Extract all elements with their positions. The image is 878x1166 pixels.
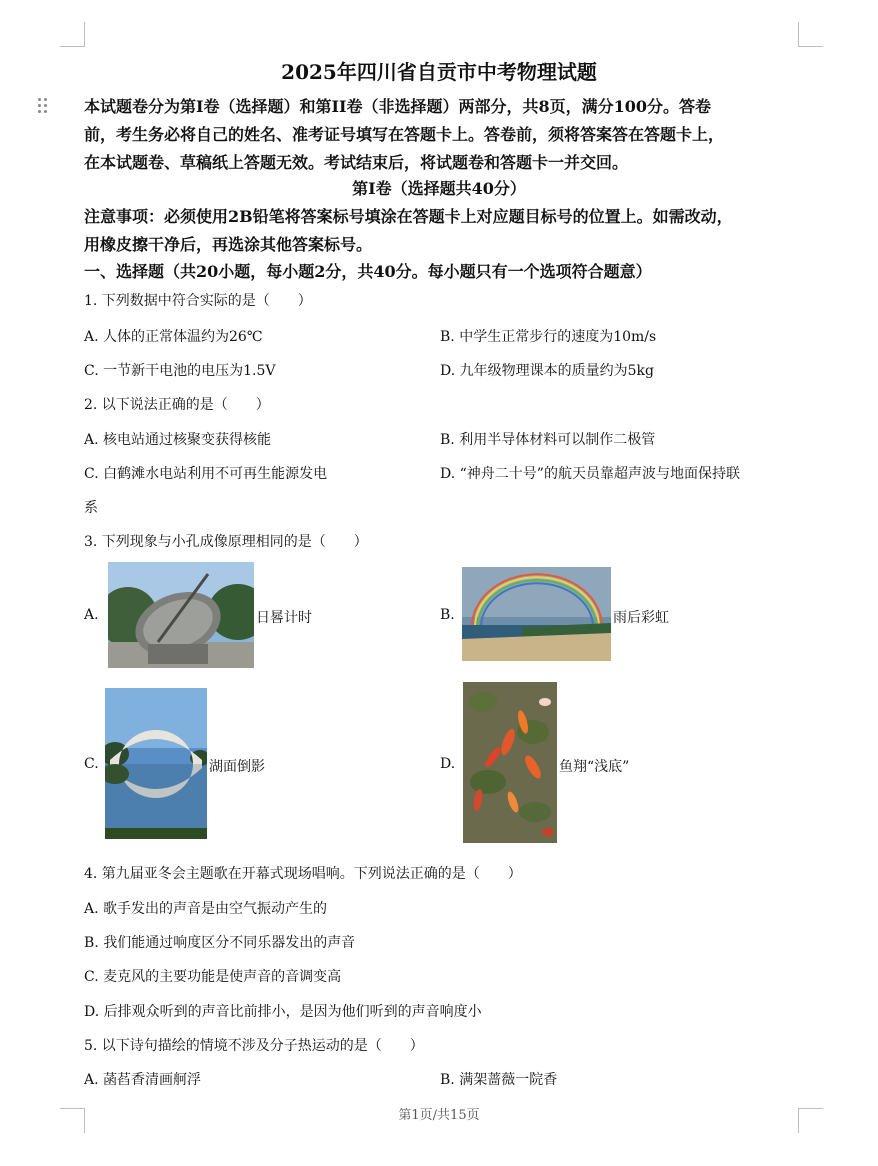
section-heading: 一、选择题（共20小题，每小题2分，共40分。每小题只有一个选项符合题意） (84, 262, 652, 281)
question-stem: 3. 下列现象与小孔成像原理相同的是（ ） (84, 534, 368, 550)
question-stem: 2. 以下说法正确的是（ ） (84, 397, 270, 413)
option-d: D. 后排观众听到的声音比前排小，是因为他们听到的声音响度小 (84, 1004, 482, 1020)
option-a-text: 日晷计时 (256, 610, 312, 626)
option-c-label: C. (84, 756, 99, 772)
question-stem: 4. 第九届亚冬会主题歌在开幕式现场唱响。下列说法正确的是（ ） (84, 866, 522, 882)
part-heading: 第I卷（选择题共40分） (352, 179, 526, 198)
option-d-label: D. (440, 756, 456, 772)
option-a: A. 人体的正常体温约为26℃ (84, 329, 263, 345)
question-stem: 1. 下列数据中符合实际的是（ ） (84, 293, 312, 309)
option-d-continued: 系 (84, 500, 98, 516)
notice-line: 用橡皮擦干净后，再选涂其他答案标号。 (84, 235, 373, 254)
option-b-label: B. (440, 607, 455, 623)
option-b: B. 中学生正常步行的速度为10m/s (440, 329, 657, 345)
bridge-reflection-image (105, 688, 207, 839)
option-b: B. 利用半导体材料可以制作二极管 (440, 432, 656, 448)
sundial-image (108, 562, 254, 668)
option-a: A. 歌手发出的声音是由空气振动产生的 (84, 901, 328, 917)
option-c: C. 麦克风的主要功能是使声音的音调变高 (84, 969, 342, 985)
rainbow-image (462, 567, 611, 661)
option-d: D. 九年级物理课本的质量约为5kg (440, 363, 654, 379)
option-c: C. 一节新干电池的电压为1.5V (84, 363, 276, 379)
intro-line: 在本试题卷、草稿纸上答题无效。考试结束后，将试题卷和答题卡一并交回。 (84, 153, 629, 172)
option-a: A. 核电站通过核聚变获得核能 (84, 432, 272, 448)
page-corner-mark (798, 22, 823, 47)
option-b: B. 我们能通过响度区分不同乐器发出的声音 (84, 935, 356, 951)
option-a: A. 菡萏香清画舸浮 (84, 1072, 202, 1088)
question-stem: 5. 以下诗句描绘的情境不涉及分子热运动的是（ ） (84, 1038, 424, 1054)
fish-pond-image (463, 682, 557, 843)
option-d-text: 鱼翔“浅底” (559, 759, 630, 775)
option-c-text: 湖面倒影 (209, 759, 265, 775)
page-footer: 第1页/共15页 (398, 1108, 480, 1123)
drag-handle-icon[interactable] (38, 98, 50, 114)
intro-line: 本试题卷分为第I卷（选择题）和第II卷（非选择题）两部分，共8页，满分100分。答卷 (84, 97, 711, 116)
page-title: 2025年四川省自贡市中考物理试题 (281, 60, 597, 84)
option-c: C. 白鹤滩水电站利用不可再生能源发电 (84, 466, 328, 482)
intro-line: 前，考生务必将自己的姓名、准考证号填写在答题卡上。答卷前，须将答案答在答题卡上， (84, 125, 725, 144)
page-corner-mark (60, 22, 85, 47)
option-d: D. “神舟二十号”的航天员靠超声波与地面保持联 (440, 466, 740, 482)
option-b: B. 满架蔷薇一院香 (440, 1072, 558, 1088)
notice-line: 注意事项：必须使用2B铅笔将答案标号填涂在答题卡上对应题目标号的位置上。如需改动， (84, 207, 733, 226)
option-b-text: 雨后彩虹 (613, 610, 669, 626)
option-a-label: A. (84, 607, 99, 623)
